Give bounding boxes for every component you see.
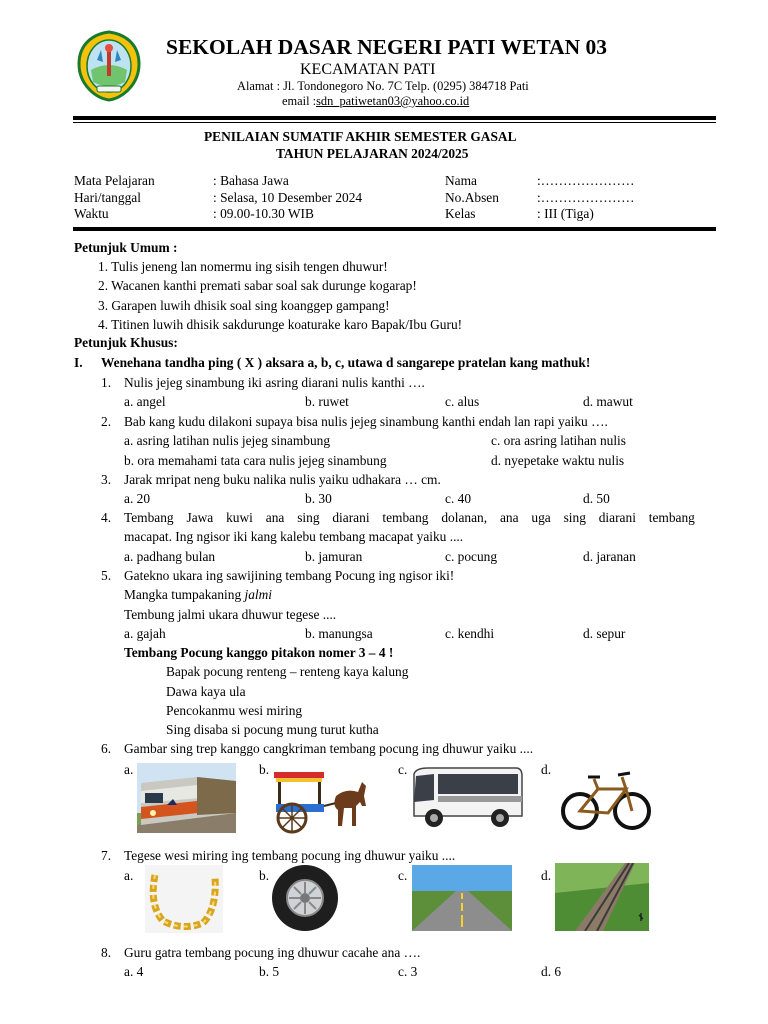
special-heading: Petunjuk Khusus: [74, 335, 178, 350]
q2-option-c[interactable]: c. ora asring latihan nulis [491, 433, 626, 448]
road-image[interactable] [412, 865, 512, 931]
q7-option-b[interactable]: b. [259, 868, 270, 883]
q1-option-b[interactable]: b. ruwet [305, 394, 349, 409]
section-instruction: Wenehana tandha ping ( X ) aksara a, b, c, utawa d sangarepe pratelan kang mathuk! [101, 355, 591, 370]
q4-text-line1 [124, 509, 695, 526]
q8-text: Guru gatra tembang pocung ing dhuwur cacahe ana …. [124, 945, 421, 960]
q4-option-a[interactable]: a. padhang bulan [124, 549, 216, 564]
q8-option-d[interactable]: d. 6 [541, 964, 562, 979]
horse-cart-image[interactable] [270, 766, 372, 836]
railway-image[interactable] [555, 863, 649, 931]
q5-option-d[interactable]: d. sepur [583, 626, 626, 641]
district-name: KECAMATAN PATI [300, 61, 436, 78]
q6-option-d[interactable]: d. [541, 762, 552, 777]
q4-word: Tembang [124, 510, 174, 525]
exam-year: TAHUN PELAJARAN 2024/2025 [276, 146, 469, 161]
q7-text: Tegese wesi miring ing tembang pocung ing dhuwur yaiku .... [124, 848, 456, 863]
subject-value: : Bahasa Jawa [213, 173, 289, 188]
name-field[interactable]: :………………… [537, 173, 635, 188]
q1-number: 1. [101, 375, 112, 390]
name-label: Nama [445, 173, 477, 188]
general-item-3: 3. Garapen luwih dhisik soal sing koanggep gampang! [98, 298, 390, 313]
q6-option-a[interactable]: a. [124, 762, 134, 777]
q4-option-b[interactable]: b. jamuran [305, 549, 363, 564]
bus-image[interactable] [408, 766, 525, 830]
q8-option-b[interactable]: b. 5 [259, 964, 280, 979]
time-value: : 09.00-10.30 WIB [213, 206, 314, 221]
q3-text: Jarak mripat neng buku nalika nulis yaiku udhakara … cm. [124, 472, 441, 487]
time-label: Waktu [74, 206, 109, 221]
q3-option-a[interactable]: a. 20 [124, 491, 151, 506]
school-email-line [282, 94, 469, 109]
q4-word: dolanan, [441, 510, 488, 525]
q2-text: Bab kang kudu dilakoni supaya bisa nulis jejeg sinambung kanthi endah lan rapi yaiku …. [124, 414, 608, 429]
q4-word: kuwi [226, 510, 253, 525]
q1-option-c[interactable]: c. alus [445, 394, 480, 409]
q7-option-a[interactable]: a. [124, 868, 134, 883]
q1-option-a[interactable]: a. angel [124, 394, 166, 409]
q4-word: uga [531, 510, 551, 525]
q6-option-c[interactable]: c. [398, 762, 408, 777]
tire-image[interactable] [270, 863, 340, 933]
date-label: Hari/tanggal [74, 190, 141, 205]
q4-word: tembang [382, 510, 429, 525]
class-label: Kelas [445, 206, 476, 221]
info-rule [73, 227, 716, 231]
header-rule-thin [73, 122, 716, 123]
school-logo [77, 30, 141, 102]
q4-word: diarani [332, 510, 370, 525]
q3-option-b[interactable]: b. 30 [305, 491, 332, 506]
pocung-line-1: Bapak pocung renteng – renteng kaya kalung [166, 664, 409, 679]
pocung-line-4: Sing disaba si pocung mung turut kutha [166, 722, 379, 737]
q5-verse-word: jalmi [244, 587, 273, 602]
date-value: : Selasa, 10 Desember 2024 [213, 190, 363, 205]
q5-number: 5. [101, 568, 112, 583]
q1-text: Nulis jejeg sinambung iki asring diarani nulis kanthi …. [124, 375, 425, 390]
q7-option-c[interactable]: c. [398, 868, 408, 883]
q5-option-c[interactable]: c. kendhi [445, 626, 495, 641]
q4-option-d[interactable]: d. jaranan [583, 549, 636, 564]
q4-word: diarani [598, 510, 636, 525]
q5-question-line: Tembung jalmi ukara dhuwur tegese .... [124, 607, 337, 622]
train-image[interactable] [137, 763, 236, 833]
q6-number: 6. [101, 741, 112, 756]
class-value: : III (Tiga) [537, 206, 594, 221]
q2-option-b[interactable]: b. ora memahami tata cara nulis jejeg sinambung [124, 453, 387, 468]
email-label: email : [282, 94, 317, 108]
q6-text: Gambar sing trep kanggo cangkriman tembang pocung ing dhuwur yaiku .... [124, 741, 534, 756]
school-address: Alamat : Jl. Tondonegoro No. 7C Telp. (0295) 384718 Pati [237, 79, 529, 93]
q2-option-d[interactable]: d. nyepetake waktu nulis [491, 453, 625, 468]
q3-option-d[interactable]: d. 50 [583, 491, 610, 506]
q7-number: 7. [101, 848, 112, 863]
section-number: I. [74, 355, 83, 370]
pocung-line-3: Pencokanmu wesi miring [166, 703, 303, 718]
q4-option-c[interactable]: c. pocung [445, 549, 498, 564]
q4-word: sing [563, 510, 586, 525]
q5-verse-line [124, 586, 272, 603]
subject-label: Mata Pelajaran [74, 173, 155, 188]
q5-option-a[interactable]: a. gajah [124, 626, 166, 641]
general-item-4: 4. Titinen luwih dhisik sakdurunge koaturake karo Bapak/Ibu Guru! [98, 317, 463, 332]
general-heading: Petunjuk Umum : [74, 240, 178, 255]
q5-option-b[interactable]: b. manungsa [305, 626, 373, 641]
q7-option-d[interactable]: d. [541, 868, 552, 883]
q2-number: 2. [101, 414, 112, 429]
email-link[interactable]: sdn_patiwetan03@yahoo.co.id [316, 94, 470, 108]
q2-option-a[interactable]: a. asring latihan nulis jejeg sinambung [124, 433, 331, 448]
q8-option-c[interactable]: c. 3 [398, 964, 418, 979]
q3-number: 3. [101, 472, 112, 487]
absen-field[interactable]: :………………… [537, 190, 635, 205]
q4-word: ana [499, 510, 519, 525]
pocung-heading: Tembang Pocung kanggo pitakon nomer 3 – 4 ! [124, 645, 394, 660]
general-item-2: 2. Wacanen kanthi premati sabar soal sak durunge kogarap! [98, 278, 417, 293]
q8-number: 8. [101, 945, 112, 960]
school-name: SEKOLAH DASAR NEGERI PATI WETAN 03 [166, 35, 608, 59]
q4-number: 4. [101, 510, 112, 525]
q4-word: Jawa [186, 510, 214, 525]
exam-title: PENILAIAN SUMATIF AKHIR SEMESTER GASAL [204, 129, 517, 144]
header-rule [73, 116, 716, 120]
q4-word: ana [265, 510, 285, 525]
q3-option-c[interactable]: c. 40 [445, 491, 472, 506]
q4-word: tembang [648, 510, 695, 525]
q4-word: sing [297, 510, 320, 525]
absen-label: No.Absen [445, 190, 499, 205]
q5-verse-pre: Mangka tumpakaning [124, 587, 245, 602]
general-item-1: 1. Tulis jeneng lan nomermu ing sisih tengen dhuwur! [98, 259, 388, 274]
q1-option-d[interactable]: d. mawut [583, 394, 633, 409]
q8-option-a[interactable]: a. 4 [124, 964, 144, 979]
gold-chain-image[interactable] [145, 865, 223, 933]
q5-text: Gatekno ukara ing sawijining tembang Pocung ing ngisor iki! [124, 568, 455, 583]
pocung-line-2: Dawa kaya ula [166, 684, 246, 699]
q6-option-b[interactable]: b. [259, 762, 270, 777]
bicycle-image[interactable] [560, 763, 652, 835]
q4-text-line2: macapat. Ing ngisor iki kang kalebu tembang macapat yaiku .... [124, 529, 464, 544]
